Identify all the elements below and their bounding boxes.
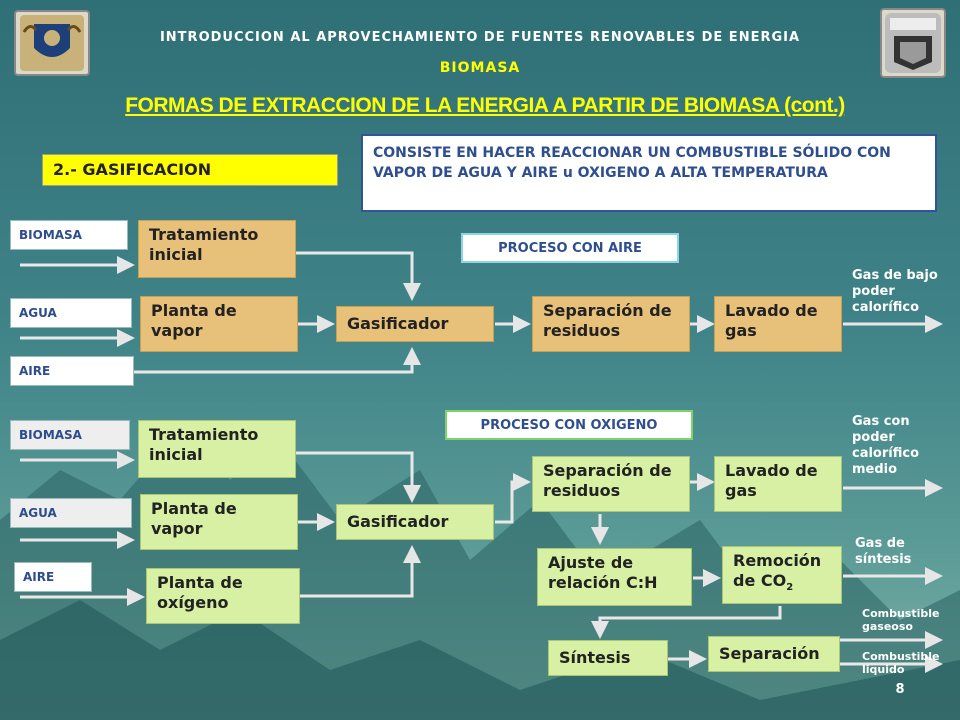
air-input-biomasa: BIOMASA: [10, 220, 128, 250]
air-input-aire: AIRE: [10, 356, 134, 386]
oxygen-process-label: PROCESO CON OXIGENO: [445, 410, 693, 440]
oxy-output-combustible-liquido: Combustible liquido: [862, 650, 940, 676]
oxy-input-agua: AGUA: [10, 498, 132, 528]
remocion-subscript: 2: [786, 582, 794, 594]
definition-box: CONSISTE EN HACER REACCIONAR UN COMBUSTIBLE SÓLIDO CON VAPOR DE AGUA Y AIRE u OXIGENO A ALTA TEMPERATURA: [361, 134, 937, 212]
section-label: 2.- GASIFICACION: [42, 154, 338, 186]
oxy-sintesis: Síntesis: [548, 640, 668, 676]
oxy-input-biomasa: BIOMASA: [10, 420, 130, 450]
air-separacion-residuos: Separación de residuos: [532, 296, 690, 352]
course-title: INTRODUCCION AL APROVECHAMIENTO DE FUENTES RENOVABLES DE ENERGIA: [159, 30, 801, 45]
remocion-label: Remoción de CO: [733, 551, 822, 590]
oxy-separacion-residuos: Separación de residuos: [532, 456, 690, 512]
oxy-planta-oxigeno: Planta de oxígeno: [146, 568, 300, 624]
oxy-gasificador: Gasificador: [336, 504, 494, 540]
air-tratamiento-inicial: Tratamiento inicial: [138, 220, 296, 278]
topic-title: BIOMASA: [439, 60, 521, 76]
oxy-tratamiento-inicial: Tratamiento inicial: [138, 420, 296, 478]
oxy-separacion-final: Separación: [708, 636, 840, 672]
slide-title: FORMAS DE EXTRACCION DE LA ENERGIA A PARTIR DE BIOMASA (cont.): [125, 94, 845, 117]
air-process-label: PROCESO CON AIRE: [461, 233, 679, 263]
page-number: 8: [895, 682, 905, 697]
air-output-gas-bajo: Gas de bajo poder calorífico: [852, 268, 938, 315]
air-gasificador: Gasificador: [336, 306, 494, 342]
oxy-output-combustible-gaseoso: Combustible gaseoso: [862, 607, 940, 633]
oxy-lavado-gas: Lavado de gas: [714, 456, 842, 512]
oxy-ajuste-relacion: Ajuste de relación C:H: [537, 548, 692, 606]
air-planta-vapor: Planta de vapor: [140, 296, 298, 352]
air-lavado-gas: Lavado de gas: [714, 296, 842, 352]
oxy-remocion-co2: [722, 546, 842, 604]
oxy-input-aire: AIRE: [14, 562, 92, 592]
air-input-agua: AGUA: [10, 298, 132, 328]
oxy-planta-vapor: Planta de vapor: [140, 494, 298, 550]
oxy-output-gas-sintesis: Gas de síntesis: [855, 536, 912, 567]
oxy-output-gas-medio: Gas con poder calorífico medio: [852, 414, 920, 477]
